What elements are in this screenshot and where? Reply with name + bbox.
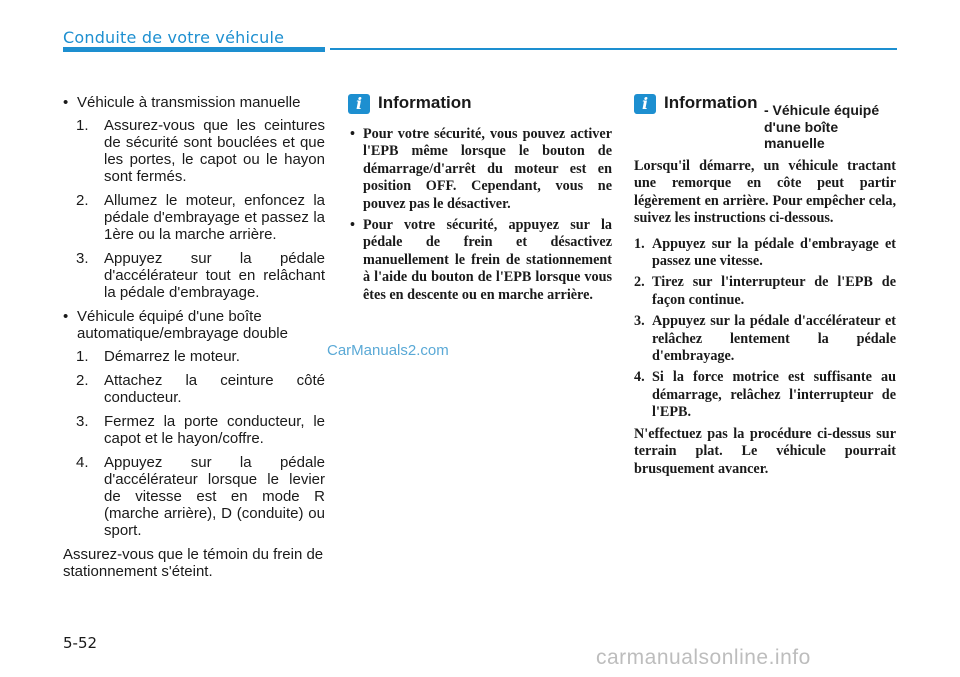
info-header [348, 94, 612, 120]
left-column [63, 94, 325, 580]
info-subtitle: - Véhicule équipé d'une boîte manuelle [764, 102, 880, 151]
info-title: Information [664, 93, 758, 112]
step-text: Tirez sur l'interrupteur de l'EPB de façon continue. [652, 274, 896, 308]
auto-step [76, 413, 325, 447]
trailer-step [634, 236, 896, 271]
bullet-dot: • [63, 308, 69, 325]
step-number: 2. [634, 274, 645, 291]
step-text: Attachez la ceinture côté conducteur. [104, 372, 325, 406]
step-text: Allumez le moteur, enfoncez la pédale d'embrayage et passez la 1ère ou la marche arrière. [104, 192, 325, 243]
auto-step [76, 348, 325, 365]
header-divider-thin [330, 48, 897, 50]
step-number: 4. [634, 369, 645, 386]
step-number: 1. [76, 348, 89, 365]
step-number: 2. [76, 372, 89, 389]
bullet-automatic-text: Véhicule équipé d'une boîte automatique/embrayage double [77, 308, 288, 342]
info-bullet-text: Pour votre sécurité, vous pouvez activer l'EPB même lorsque le bouton de démarrage/d'arrêt du moteur est en position OFF. Cependant, vous ne pouvez pas le désactiver. [363, 126, 612, 212]
right-column [634, 94, 896, 478]
section-title: Conduite de votre véhicule [63, 28, 285, 47]
manual-step [76, 250, 325, 301]
info-title: Information [378, 93, 472, 112]
auto-step [76, 454, 325, 539]
info-bullet [348, 217, 612, 304]
bullet-manual [63, 94, 325, 111]
watermark-link[interactable]: CarManuals2.com [327, 342, 449, 359]
step-text: Appuyez sur la pédale d'accélérateur tout en relâchant la pédale d'embrayage. [104, 250, 325, 301]
bullet-dot: • [350, 217, 355, 234]
info-icon: i [348, 94, 370, 114]
step-number: 3. [76, 413, 89, 430]
step-text: Si la force motrice est suffisante au démarrage, relâchez l'interrupteur de l'EPB. [652, 369, 896, 421]
info-header [634, 94, 896, 152]
step-number: 1. [634, 235, 645, 252]
trailer-step [634, 313, 896, 365]
right-intro: Lorsqu'il démarre, un véhicule tractant une remorque en côte peut partir légèrement en arrière. Pour empêcher cela, suivez les instructions ci-dessous. [634, 158, 896, 227]
bullet-automatic [63, 308, 325, 342]
footer-logo[interactable]: carmanualsonline.info [596, 646, 811, 669]
info-bullet [348, 126, 612, 213]
bullet-dot: • [63, 94, 69, 111]
step-number: 4. [76, 454, 89, 471]
auto-step [76, 372, 325, 406]
step-text: Appuyez sur la pédale d'embrayage et passez une vitesse. [652, 235, 896, 270]
step-text: Appuyez sur la pédale d'accélérateur et relâchez lentement la pédale d'embrayage. [652, 313, 896, 365]
bullet-manual-text: Véhicule à transmission manuelle [77, 94, 301, 111]
step-number: 2. [76, 192, 89, 209]
step-number: 3. [634, 313, 645, 330]
info-bullet-text: Pour votre sécurité, appuyez sur la pédale de frein et désactivez manuellement le frein de stationnement à l'aide du bouton de l'EPB lorsque vous êtes en descente ou en marche arrière. [363, 217, 612, 303]
manual-step [76, 192, 325, 243]
info-icon: i [634, 94, 656, 114]
page-number: 5-52 [63, 634, 98, 652]
bullet-dot: • [350, 126, 355, 142]
right-closing: N'effectuez pas la procédure ci-dessus sur terrain plat. Le véhicule pourrait brusquement avancer. [634, 425, 896, 477]
step-number: 3. [76, 250, 89, 267]
header-divider-thick [63, 47, 325, 52]
trailer-step [634, 274, 896, 309]
step-text: Assurez-vous que les ceintures de sécurité sont bouclées et que les portes, le capot ou le hayon sont fermés. [104, 117, 325, 185]
step-text: Démarrez le moteur. [104, 348, 240, 365]
trailer-step [634, 369, 896, 421]
step-text: Appuyez sur la pédale d'accélérateur lorsque le levier de vitesse est en mode R (marche arrière), D (conduite) ou sport. [104, 454, 325, 539]
middle-column [348, 94, 612, 308]
step-number: 1. [76, 117, 89, 134]
manual-step [76, 117, 325, 185]
left-closing: Assurez-vous que le témoin du frein de stationnement s'éteint. [63, 546, 324, 580]
step-text: Fermez la porte conducteur, le capot et le hayon/coffre. [104, 413, 325, 447]
